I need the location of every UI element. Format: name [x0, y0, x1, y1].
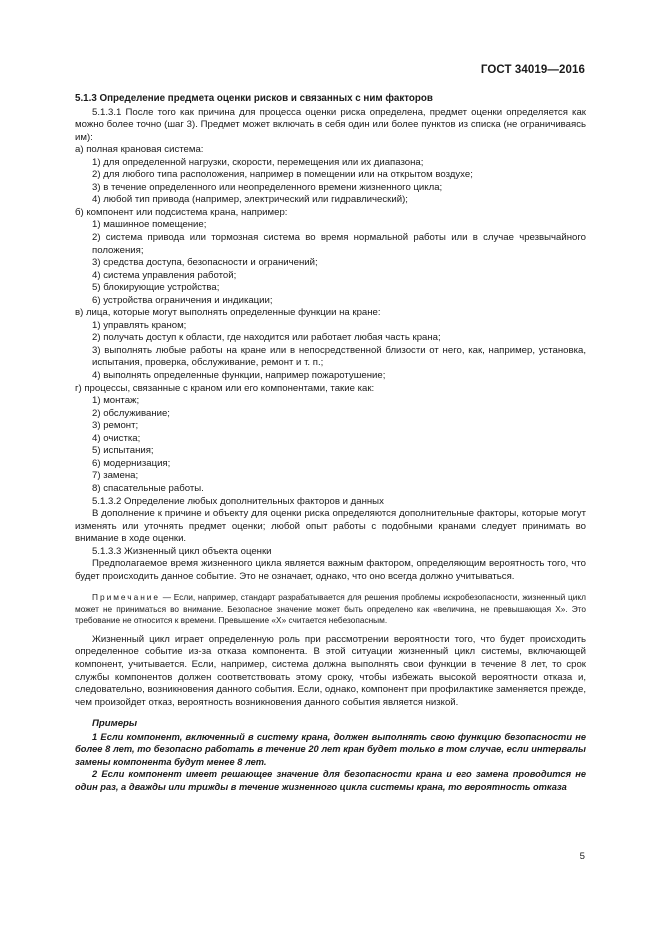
list-item-d2: 2) обслуживание; [92, 407, 170, 419]
list-item-c4: 4) выполнять определенные функции, например пожаротушение; [92, 370, 386, 382]
list-item-b: б) компонент или подсистема крана, например: [75, 206, 288, 218]
list-item-d7: 7) замена; [92, 470, 139, 482]
list-item-a2: 2) для любого типа расположения, например в помещении или на открытом воздухе; [92, 169, 473, 181]
list-item-b6: 6) устройства ограничения и индикации; [92, 294, 273, 306]
list-item-d: г) процессы, связанные с краном или его компонентами, такие как: [75, 382, 375, 394]
section-heading: 5.1.3 Определение предмета оценки рисков и связанных с ним факторов [75, 93, 433, 104]
list-item-d1: 1) монтаж; [92, 395, 140, 407]
subsection-5-1-3-2-title: 5.1.3.2 Определение любых дополнительных факторов и данных [92, 495, 384, 507]
list-item-b4: 4) система управления работой; [92, 269, 237, 281]
example-2: 2 Если компонент имеет решающее значение для безопасности крана и его замена проводится не один раз, а дважды или трижды в течение жизненного цикла системы крана, то вероятность отказа [75, 769, 586, 792]
document-body [75, 93, 586, 794]
list-item-d8: 8) спасательные работы. [92, 482, 204, 494]
list-item-c1: 1) управлять краном; [92, 319, 187, 331]
note-text: — Если, например, стандарт разрабатывается для решения проблемы искробезопасности, жизненный цикл может не приниматься во внимание. Безопасное значение может быть определено как «величина, не превышающая X». Это требование не относится к времени. Превышение «X» считается небезопасным. [75, 592, 586, 625]
list-item-c3: 3) выполнять любые работы на кране или в непосредственной близости от него, как, например, установка, испытания, проверка, обслуживание, ремонт и т. п.; [92, 344, 586, 369]
paragraph-5-1-3-2: В дополнение к причине и объекту для оценки риска определяются дополнительные факторы, которые могут изменять или уточнять предмет оценки; любой опыт работы с подобными кранами следует принимать во внимание в ходе оценки. [75, 508, 586, 545]
paragraph-5-1-3-3: Предполагаемое время жизненного цикла является важным фактором, определяющим вероятность того, что будет происходить данное событие. Это не означает, однако, что оно всегда должно учитываться. [75, 558, 586, 582]
paragraph-lifecycle: Жизненный цикл играет определенную роль при рассмотрении вероятности того, что будет происходить определенное событие из-за отказа компонента. В этой ситуации жизненный цикл системы, включающей компонент, учитывается. Если, например, система должна выполнять свои функции в течение 8 лет, то срок службы компонентов должен соответствовать этому сроку, чтобы избежать высокой вероятности отказа и, следовательно, возникновения данного события. Если, однако, компонент при профилактике заменяется прежде, чем произойдет отказ, вероятность возникновения данного события является низкой. [75, 633, 586, 708]
list-item-d3: 3) ремонт; [92, 420, 139, 432]
list-item-d4: 4) очистка; [92, 432, 141, 444]
list-item-a3: 3) в течение определенного или неопределенного времени жизненного цикла; [92, 181, 443, 193]
examples-title: Примеры [92, 718, 138, 730]
paragraph-5-1-3-1: 5.1.3.1 После того как причина для процесса оценки риска определена, предмет оценки определяется как можно более точно (шаг 3). Предмет может включать в себя один или более пунктов из списка (не ограничиваясь им): [75, 106, 586, 143]
list-item-d6: 6) модернизация; [92, 457, 171, 469]
list-item-c: в) лица, которые могут выполнять определенные функции на кране: [75, 307, 381, 319]
note [75, 592, 586, 626]
list-item-d5: 5) испытания; [92, 445, 154, 457]
list-item-a: а) полная крановая система: [75, 144, 204, 156]
list-item-c2: 2) получать доступ к области, где находится или работает любая часть крана; [92, 332, 441, 344]
note-label: Примечание [92, 592, 161, 603]
list-item-b2: 2) система привода или тормозная система во время нормальной работы или в случае чрезвычайного положения; [92, 232, 586, 256]
list-item-b1: 1) машинное помещение; [92, 219, 207, 231]
document-code: ГОСТ 34019—2016 [480, 64, 585, 76]
subsection-5-1-3-3-title: 5.1.3.3 Жизненный цикл объекта оценки [92, 545, 272, 557]
list-item-b3: 3) средства доступа, безопасности и ограничений; [92, 257, 318, 269]
list-item-b5: 5) блокирующие устройства; [92, 282, 220, 294]
list-item-a1: 1) для определенной нагрузки, скорости, перемещения или их диапазона; [92, 156, 424, 168]
example-1: 1 Если компонент, включенный в систему крана, должен выполнять свою функцию безопасности не более 8 лет, то безопасно работать в течение 20 лет кран будет только в том случае, если интервалы замены компонента будут менее 8 лет. [75, 731, 586, 767]
page-number: 5 [579, 851, 585, 862]
list-item-a4: 4) любой тип привода (например, электрический или гидравлический); [92, 194, 408, 206]
